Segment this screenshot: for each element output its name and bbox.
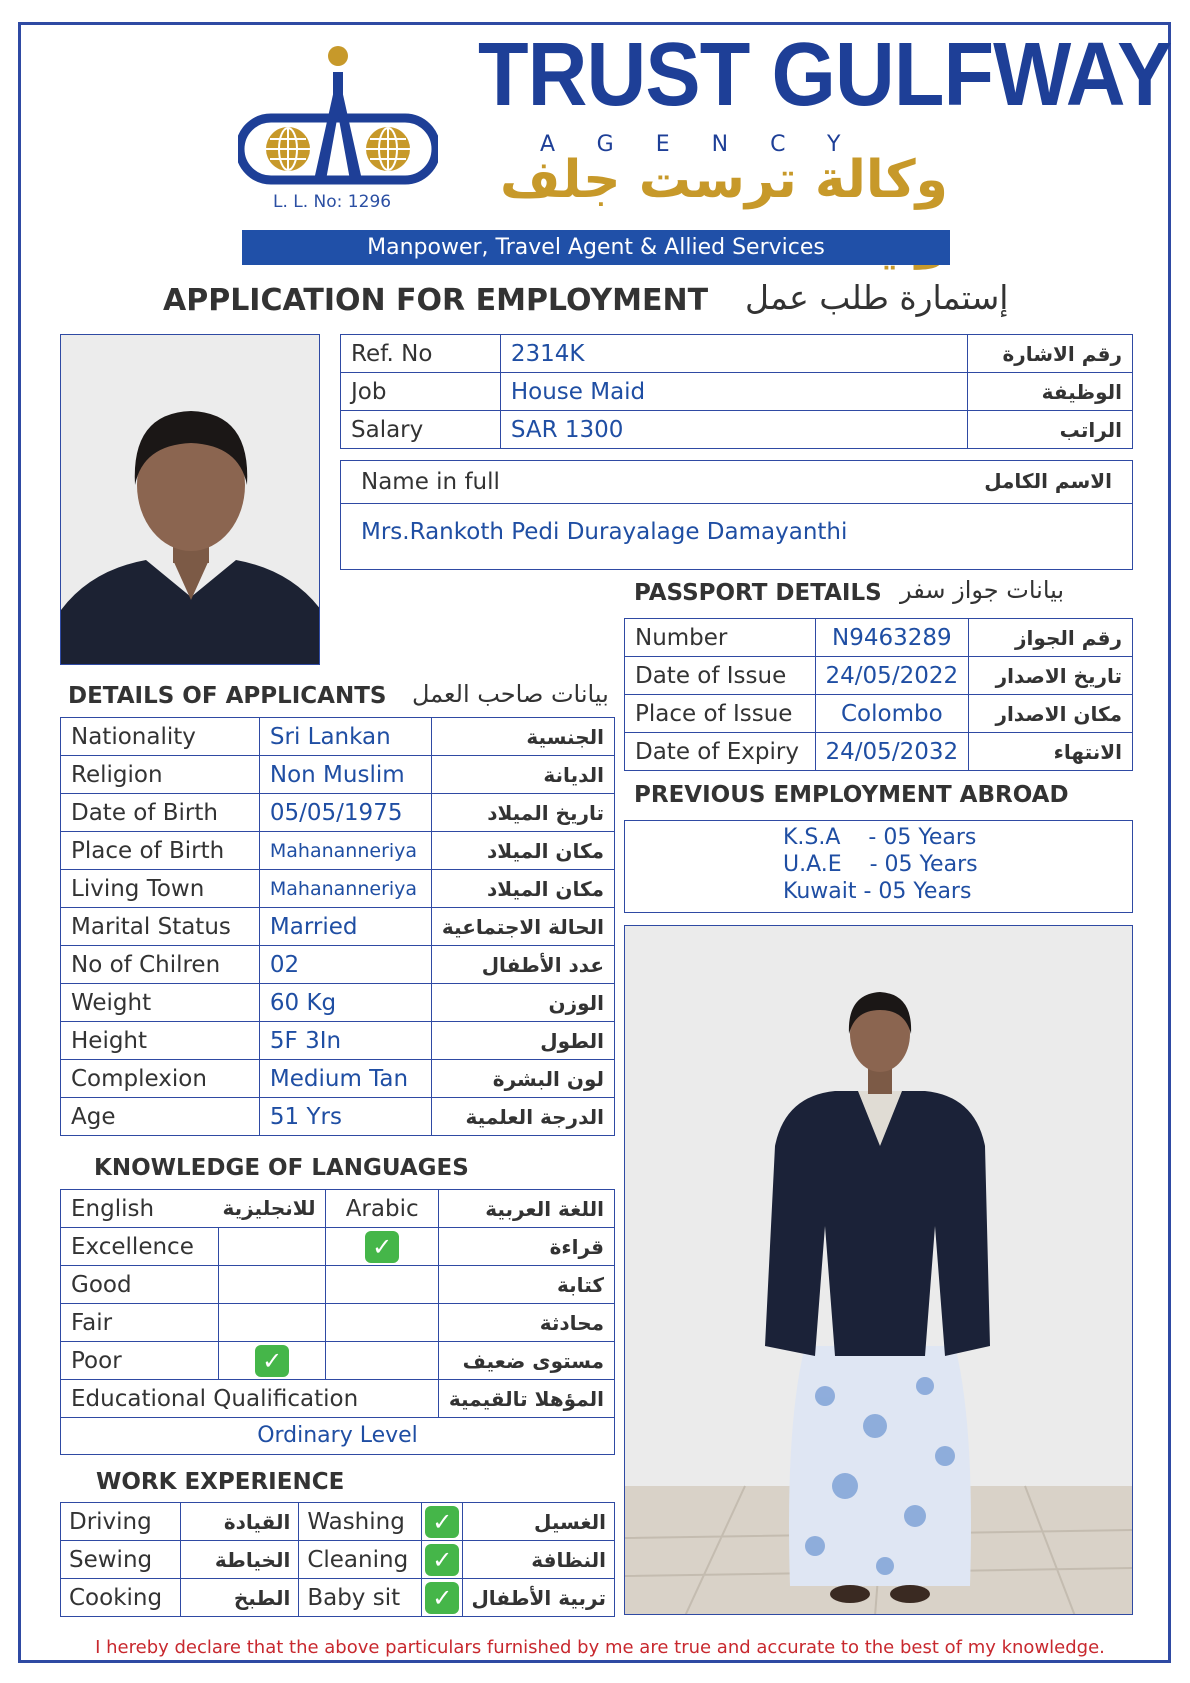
fair-label-arabic: محادثة	[438, 1304, 614, 1342]
reference-table	[340, 334, 1133, 449]
table-row	[61, 1228, 615, 1266]
table-row	[61, 1380, 615, 1418]
table-row	[341, 411, 1133, 449]
english-good-cell	[218, 1266, 326, 1304]
full-name-label-arabic: الاسم الكامل	[984, 469, 1112, 493]
poor-label: Poor	[61, 1342, 219, 1380]
table-row	[61, 832, 615, 870]
passport-number-label: Number	[625, 619, 816, 657]
previous-employment-line: U.A.E - 05 Years	[783, 852, 978, 877]
english-fair-cell	[218, 1304, 326, 1342]
english-excellence-cell	[218, 1228, 326, 1266]
arabic-label-arabic: اللغة العربية	[438, 1190, 614, 1228]
check-icon: ✓	[255, 1345, 289, 1377]
previous-employment-line: K.S.A - 05 Years	[783, 825, 977, 850]
divider	[341, 503, 1132, 504]
place-of-issue-value: Colombo	[815, 695, 969, 733]
date-of-birth-value: 05/05/1975	[259, 794, 431, 832]
table-row	[625, 619, 1133, 657]
weight-value: 60 Kg	[259, 984, 431, 1022]
table-row	[61, 1266, 615, 1304]
date-of-birth-label: Date of Birth	[61, 794, 260, 832]
english-header	[61, 1190, 326, 1228]
page-title-arabic: إستمارة طلب عمل	[745, 278, 1009, 317]
arabic-fair-cell	[326, 1304, 438, 1342]
applicant-full-body-photo	[624, 925, 1133, 1615]
license-number: L. L. No: 1296	[273, 192, 392, 212]
table-row	[61, 1304, 615, 1342]
table-row	[625, 733, 1133, 771]
brand-name: TRUST GULFWAY	[478, 25, 1172, 125]
job-label: Job	[341, 373, 501, 411]
english-label-arabic: للانجليزية	[222, 1195, 316, 1220]
age-label-arabic: الدرجة العلمية	[431, 1098, 614, 1136]
good-label: Good	[61, 1266, 219, 1304]
check-icon: ✓	[425, 1544, 459, 1576]
table-row	[61, 946, 615, 984]
arabic-label: Arabic	[326, 1190, 438, 1228]
washing-label: Washing	[299, 1503, 422, 1541]
baby-sit-check-cell	[422, 1579, 463, 1617]
table-row	[61, 1541, 615, 1579]
ref-no-label: Ref. No	[341, 335, 501, 373]
weight-label: Weight	[61, 984, 260, 1022]
passport-table	[624, 618, 1133, 771]
table-row	[341, 373, 1133, 411]
date-of-expiry-label: Date of Expiry	[625, 733, 816, 771]
baby-sit-label: Baby sit	[299, 1579, 422, 1617]
arabic-excellence-cell	[326, 1228, 438, 1266]
place-of-birth-label-arabic: مكان الميلاد	[431, 832, 614, 870]
complexion-label-arabic: لون البشرة	[431, 1060, 614, 1098]
check-icon: ✓	[425, 1506, 459, 1538]
poor-label-arabic: مستوى ضعيف	[438, 1342, 614, 1380]
cleaning-check-cell	[422, 1541, 463, 1579]
age-value: 51 Yrs	[259, 1098, 431, 1136]
passport-number-value: N9463289	[815, 619, 969, 657]
work-experience-heading: WORK EXPERIENCE	[96, 1469, 345, 1495]
brand-name-arabic: وكالة ترست جلف	[499, 150, 948, 210]
date-of-issue-value: 24/05/2022	[815, 657, 969, 695]
table-row	[61, 756, 615, 794]
previous-employment-box	[624, 820, 1133, 913]
details-heading-arabic: بيانات صاحب العمل	[412, 680, 609, 708]
complexion-value: Medium Tan	[259, 1060, 431, 1098]
passport-heading-arabic: بيانات جواز سفر	[900, 576, 1065, 604]
fair-label: Fair	[61, 1304, 219, 1342]
work-experience-table	[60, 1502, 615, 1617]
previous-employment-line: Kuwait - 05 Years	[783, 879, 972, 904]
full-name-value: Mrs.Rankoth Pedi Durayalage Damayanthi	[361, 519, 848, 545]
full-name-label: Name in full	[361, 469, 500, 495]
tagline-banner: Manpower, Travel Agent & Allied Services	[242, 230, 950, 265]
table-row	[341, 335, 1133, 373]
children-label-arabic: عدد الأطفال	[431, 946, 614, 984]
details-heading: DETAILS OF APPLICANTS	[68, 683, 387, 709]
table-row	[61, 1579, 615, 1617]
applicant-portrait-photo	[60, 334, 320, 665]
weight-label-arabic: الوزن	[431, 984, 614, 1022]
living-town-label-arabic: مكان الميلاد	[431, 870, 614, 908]
date-of-expiry-value: 24/05/2032	[815, 733, 969, 771]
religion-value: Non Muslim	[259, 756, 431, 794]
marital-status-label: Marital Status	[61, 908, 260, 946]
table-row	[625, 695, 1133, 733]
page-title: APPLICATION FOR EMPLOYMENT	[163, 283, 709, 318]
table-row	[625, 657, 1133, 695]
date-of-issue-label-arabic: تاريخ الاصدار	[969, 657, 1133, 695]
marital-status-label-arabic: الحالة الاجتماعية	[431, 908, 614, 946]
excellence-label: Excellence	[61, 1228, 219, 1266]
height-label-arabic: الطول	[431, 1022, 614, 1060]
place-of-issue-label: Place of Issue	[625, 695, 816, 733]
driving-label: Driving	[61, 1503, 181, 1541]
passport-heading: PASSPORT DETAILS	[634, 580, 882, 606]
children-value: 02	[259, 946, 431, 984]
cleaning-label: Cleaning	[299, 1541, 422, 1579]
languages-table	[60, 1189, 615, 1418]
table-row	[61, 1503, 615, 1541]
languages-heading: KNOWLEDGE OF LANGUAGES	[94, 1155, 469, 1181]
cleaning-label-arabic: النظافة	[463, 1541, 615, 1579]
table-row	[61, 794, 615, 832]
table-row	[61, 908, 615, 946]
ref-no-label-arabic: رقم الاشارة	[968, 335, 1133, 373]
table-row	[61, 870, 615, 908]
english-poor-cell	[218, 1342, 326, 1380]
nationality-value: Sri Lankan	[259, 718, 431, 756]
table-row	[61, 1190, 615, 1228]
table-row	[61, 1060, 615, 1098]
table-row	[61, 718, 615, 756]
brand-agency: AGENCY	[540, 132, 883, 157]
table-row	[61, 1022, 615, 1060]
religion-label-arabic: الديانة	[431, 756, 614, 794]
globe-arch-logo-icon	[238, 44, 438, 194]
previous-employment-heading: PREVIOUS EMPLOYMENT ABROAD	[634, 782, 1069, 808]
age-label: Age	[61, 1098, 260, 1136]
passport-number-label-arabic: رقم الجواز	[969, 619, 1133, 657]
sewing-label: Sewing	[61, 1541, 181, 1579]
check-icon: ✓	[425, 1582, 459, 1614]
salary-label-arabic: الراتب	[968, 411, 1133, 449]
date-of-issue-label: Date of Issue	[625, 657, 816, 695]
living-town-label: Living Town	[61, 870, 260, 908]
washing-check-cell	[422, 1503, 463, 1541]
date-of-expiry-label-arabic: الانتهاء	[969, 733, 1133, 771]
place-of-birth-label: Place of Birth	[61, 832, 260, 870]
religion-label: Religion	[61, 756, 260, 794]
height-value: 5F 3In	[259, 1022, 431, 1060]
complexion-label: Complexion	[61, 1060, 260, 1098]
salary-label: Salary	[341, 411, 501, 449]
table-row	[61, 1342, 615, 1380]
nationality-label: Nationality	[61, 718, 260, 756]
arabic-good-cell	[326, 1266, 438, 1304]
date-of-birth-label-arabic: تاريخ الميلاد	[431, 794, 614, 832]
education-label: Educational Qualification	[61, 1380, 439, 1418]
table-row	[61, 984, 615, 1022]
education-value: Ordinary Level	[60, 1417, 615, 1455]
arabic-poor-cell	[326, 1342, 438, 1380]
job-label-arabic: الوظيفة	[968, 373, 1133, 411]
marital-status-value: Married	[259, 908, 431, 946]
check-icon: ✓	[365, 1231, 399, 1263]
excellence-label-arabic: قراءة	[438, 1228, 614, 1266]
nationality-label-arabic: الجنسية	[431, 718, 614, 756]
living-town-value: Mahananneriya	[259, 870, 431, 908]
ref-no-value: 2314K	[500, 335, 967, 373]
place-of-issue-label-arabic: مكان الاصدار	[969, 695, 1133, 733]
good-label-arabic: كتابة	[438, 1266, 614, 1304]
place-of-birth-value: Mahananneriya	[259, 832, 431, 870]
cooking-label-arabic: الطبخ	[180, 1579, 299, 1617]
table-row	[61, 1098, 615, 1136]
washing-label-arabic: الغسيل	[463, 1503, 615, 1541]
education-label-arabic: المؤهلا تالقيمية	[438, 1380, 614, 1418]
applicant-details-table	[60, 717, 615, 1136]
salary-value: SAR 1300	[500, 411, 967, 449]
children-label: No of Chilren	[61, 946, 260, 984]
full-name-box	[340, 460, 1133, 570]
declaration-text: I hereby declare that the above particulars furnished by me are true and accurate to the best of my knowledge.	[95, 1637, 1105, 1658]
sewing-label-arabic: الخياطة	[180, 1541, 299, 1579]
job-value: House Maid	[500, 373, 967, 411]
cooking-label: Cooking	[61, 1579, 181, 1617]
driving-label-arabic: القيادة	[180, 1503, 299, 1541]
english-label: English	[71, 1195, 155, 1222]
height-label: Height	[61, 1022, 260, 1060]
baby-sit-label-arabic: تربية الأطفال	[463, 1579, 615, 1617]
